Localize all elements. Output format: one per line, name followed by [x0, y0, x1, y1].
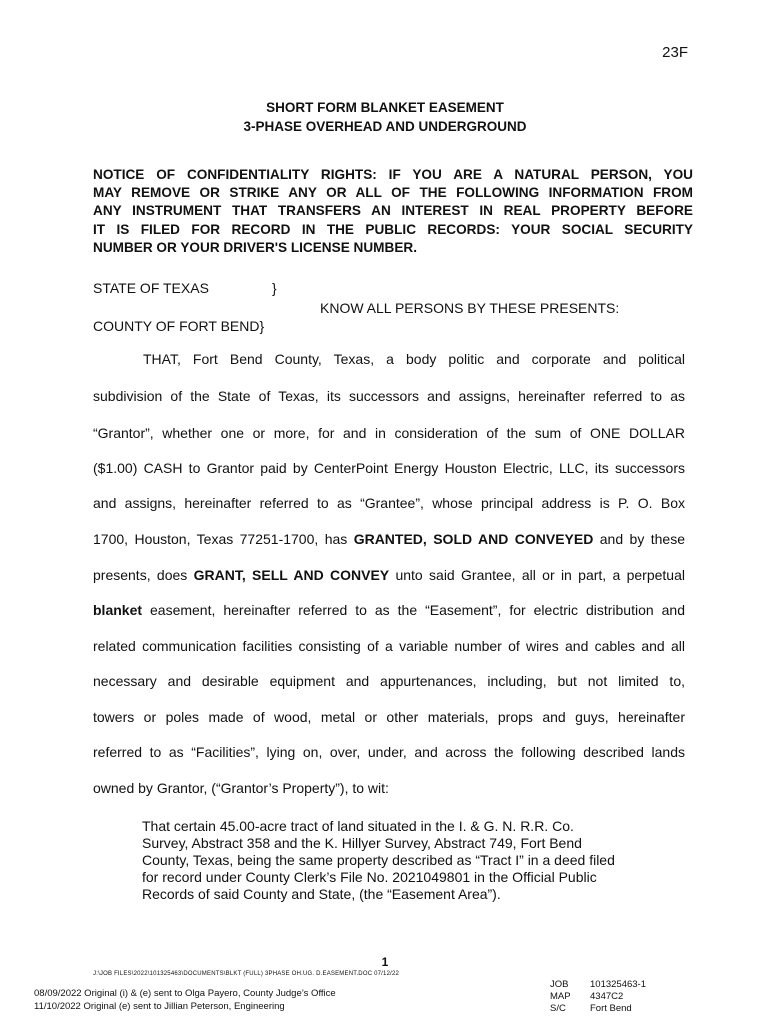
notice-line: IT IS FILED FOR RECORD IN THE PUBLIC RECORDS: YOUR SOCIAL SECURITY [93, 221, 693, 237]
body-line [93, 567, 685, 583]
body-text: presents, does [93, 567, 194, 583]
body-line: owned by Grantor, (“Grantor’s Property”), to wit: [93, 780, 389, 796]
legal-description [142, 818, 642, 903]
notice-line: NUMBER OR YOUR DRIVER'S LICENSE NUMBER. [93, 239, 417, 255]
body-text: 1700, Houston, Texas 77251-1700, has [93, 531, 354, 547]
legal-line: That certain 45.00-acre tract of land situated in the I. & G. N. R.R. Co. [142, 818, 574, 834]
body-line: related communication facilities consisting of a variable number of wires and cables and all [93, 638, 685, 654]
body-line [93, 602, 685, 618]
body-text: unto said Grantee, all or in part, a perpetual [389, 567, 685, 583]
county-line: COUNTY OF FORT BEND} [93, 318, 265, 334]
body-line: “Grantor”, whether one or more, for and in consideration of the sum of ONE DOLLAR [93, 425, 685, 441]
notice-line: NOTICE OF CONFIDENTIALITY RIGHTS: IF YOU ARE A NATURAL PERSON, YOU [93, 167, 693, 182]
routing-stamp: 08/09/2022 Original (i) & (e) sent to Olga Payero, County Judge’s Office [34, 988, 336, 999]
document-subtitle: 3-PHASE OVERHEAD AND UNDERGROUND [243, 119, 527, 134]
job-value: 101325463-1 [590, 979, 646, 990]
sc-label: S/C [550, 1003, 566, 1014]
state-line: STATE OF TEXAS [93, 280, 209, 296]
body-line: ($1.00) CASH to Grantor paid by CenterPoint Energy Houston Electric, LLC, its successors [93, 460, 685, 476]
body-line: necessary and desirable equipment and appurtenances, including, but not limited to, [93, 673, 685, 689]
blanket-term: blanket [93, 602, 143, 618]
legal-line: for record under County Clerk’s File No. 2021049801 in the Official Public [142, 869, 597, 885]
routing-stamp: 11/10/2022 Original (e) sent to Jillian Peterson, Engineering [34, 1001, 285, 1012]
job-label: JOB [550, 979, 569, 990]
body-line: towers or poles made of wood, metal or other materials, props and guys, hereinafter [93, 709, 685, 725]
legal-line: Survey, Abstract 358 and the K. Hillyer Survey, Abstract 749, Fort Bend [142, 835, 582, 851]
map-value: 4347C2 [590, 991, 624, 1002]
body-line: THAT, Fort Bend County, Texas, a body politic and corporate and political [143, 351, 685, 367]
know-all-persons: KNOW ALL PERSONS BY THESE PRESENTS: [320, 300, 620, 316]
body-line: referred to as “Facilities”, lying on, over, under, and across the following described lands [93, 744, 685, 760]
legal-line: Records of said County and State, (the “Easement Area”). [142, 886, 501, 902]
granted-sold-conveyed: GRANTED, SOLD AND CONVEYED [353, 531, 594, 547]
footer-page-number: 1 [381, 955, 389, 969]
confidentiality-notice [93, 166, 693, 257]
body-line [93, 531, 685, 547]
venue-brace: } [272, 280, 277, 296]
map-label: MAP [550, 991, 571, 1002]
body-text: and by these [593, 531, 685, 547]
body-text: easement, hereinafter referred to as the “Easement”, for electric distribution and [142, 602, 685, 618]
notice-line: ANY INSTRUMENT THAT TRANSFERS AN INTEREST IN REAL PROPERTY BEFORE [93, 203, 693, 219]
body-line: and assigns, hereinafter referred to as “Grantee”, whose principal address is P. O. Box [93, 495, 685, 511]
file-path: J:\JOB FILES\2022\101325463\DOCUMENTS\BLKT (FULL) 3PHASE OH.UG. D.EASEMENT.DOC 07/12/22 [93, 971, 400, 977]
notice-line: MAY REMOVE OR STRIKE ANY OR ALL OF THE FOLLOWING INFORMATION FROM [93, 185, 693, 201]
grant-sell-convey: GRANT, SELL AND CONVEY [193, 567, 390, 583]
page-label: 23F [662, 44, 688, 61]
sc-value: Fort Bend [590, 1003, 632, 1014]
document-title: SHORT FORM BLANKET EASEMENT [266, 100, 504, 115]
body-line: subdivision of the State of Texas, its successors and assigns, hereinafter referred to as [93, 388, 685, 404]
legal-line: County, Texas, being the same property described as “Tract I” in a deed filed [142, 852, 615, 868]
